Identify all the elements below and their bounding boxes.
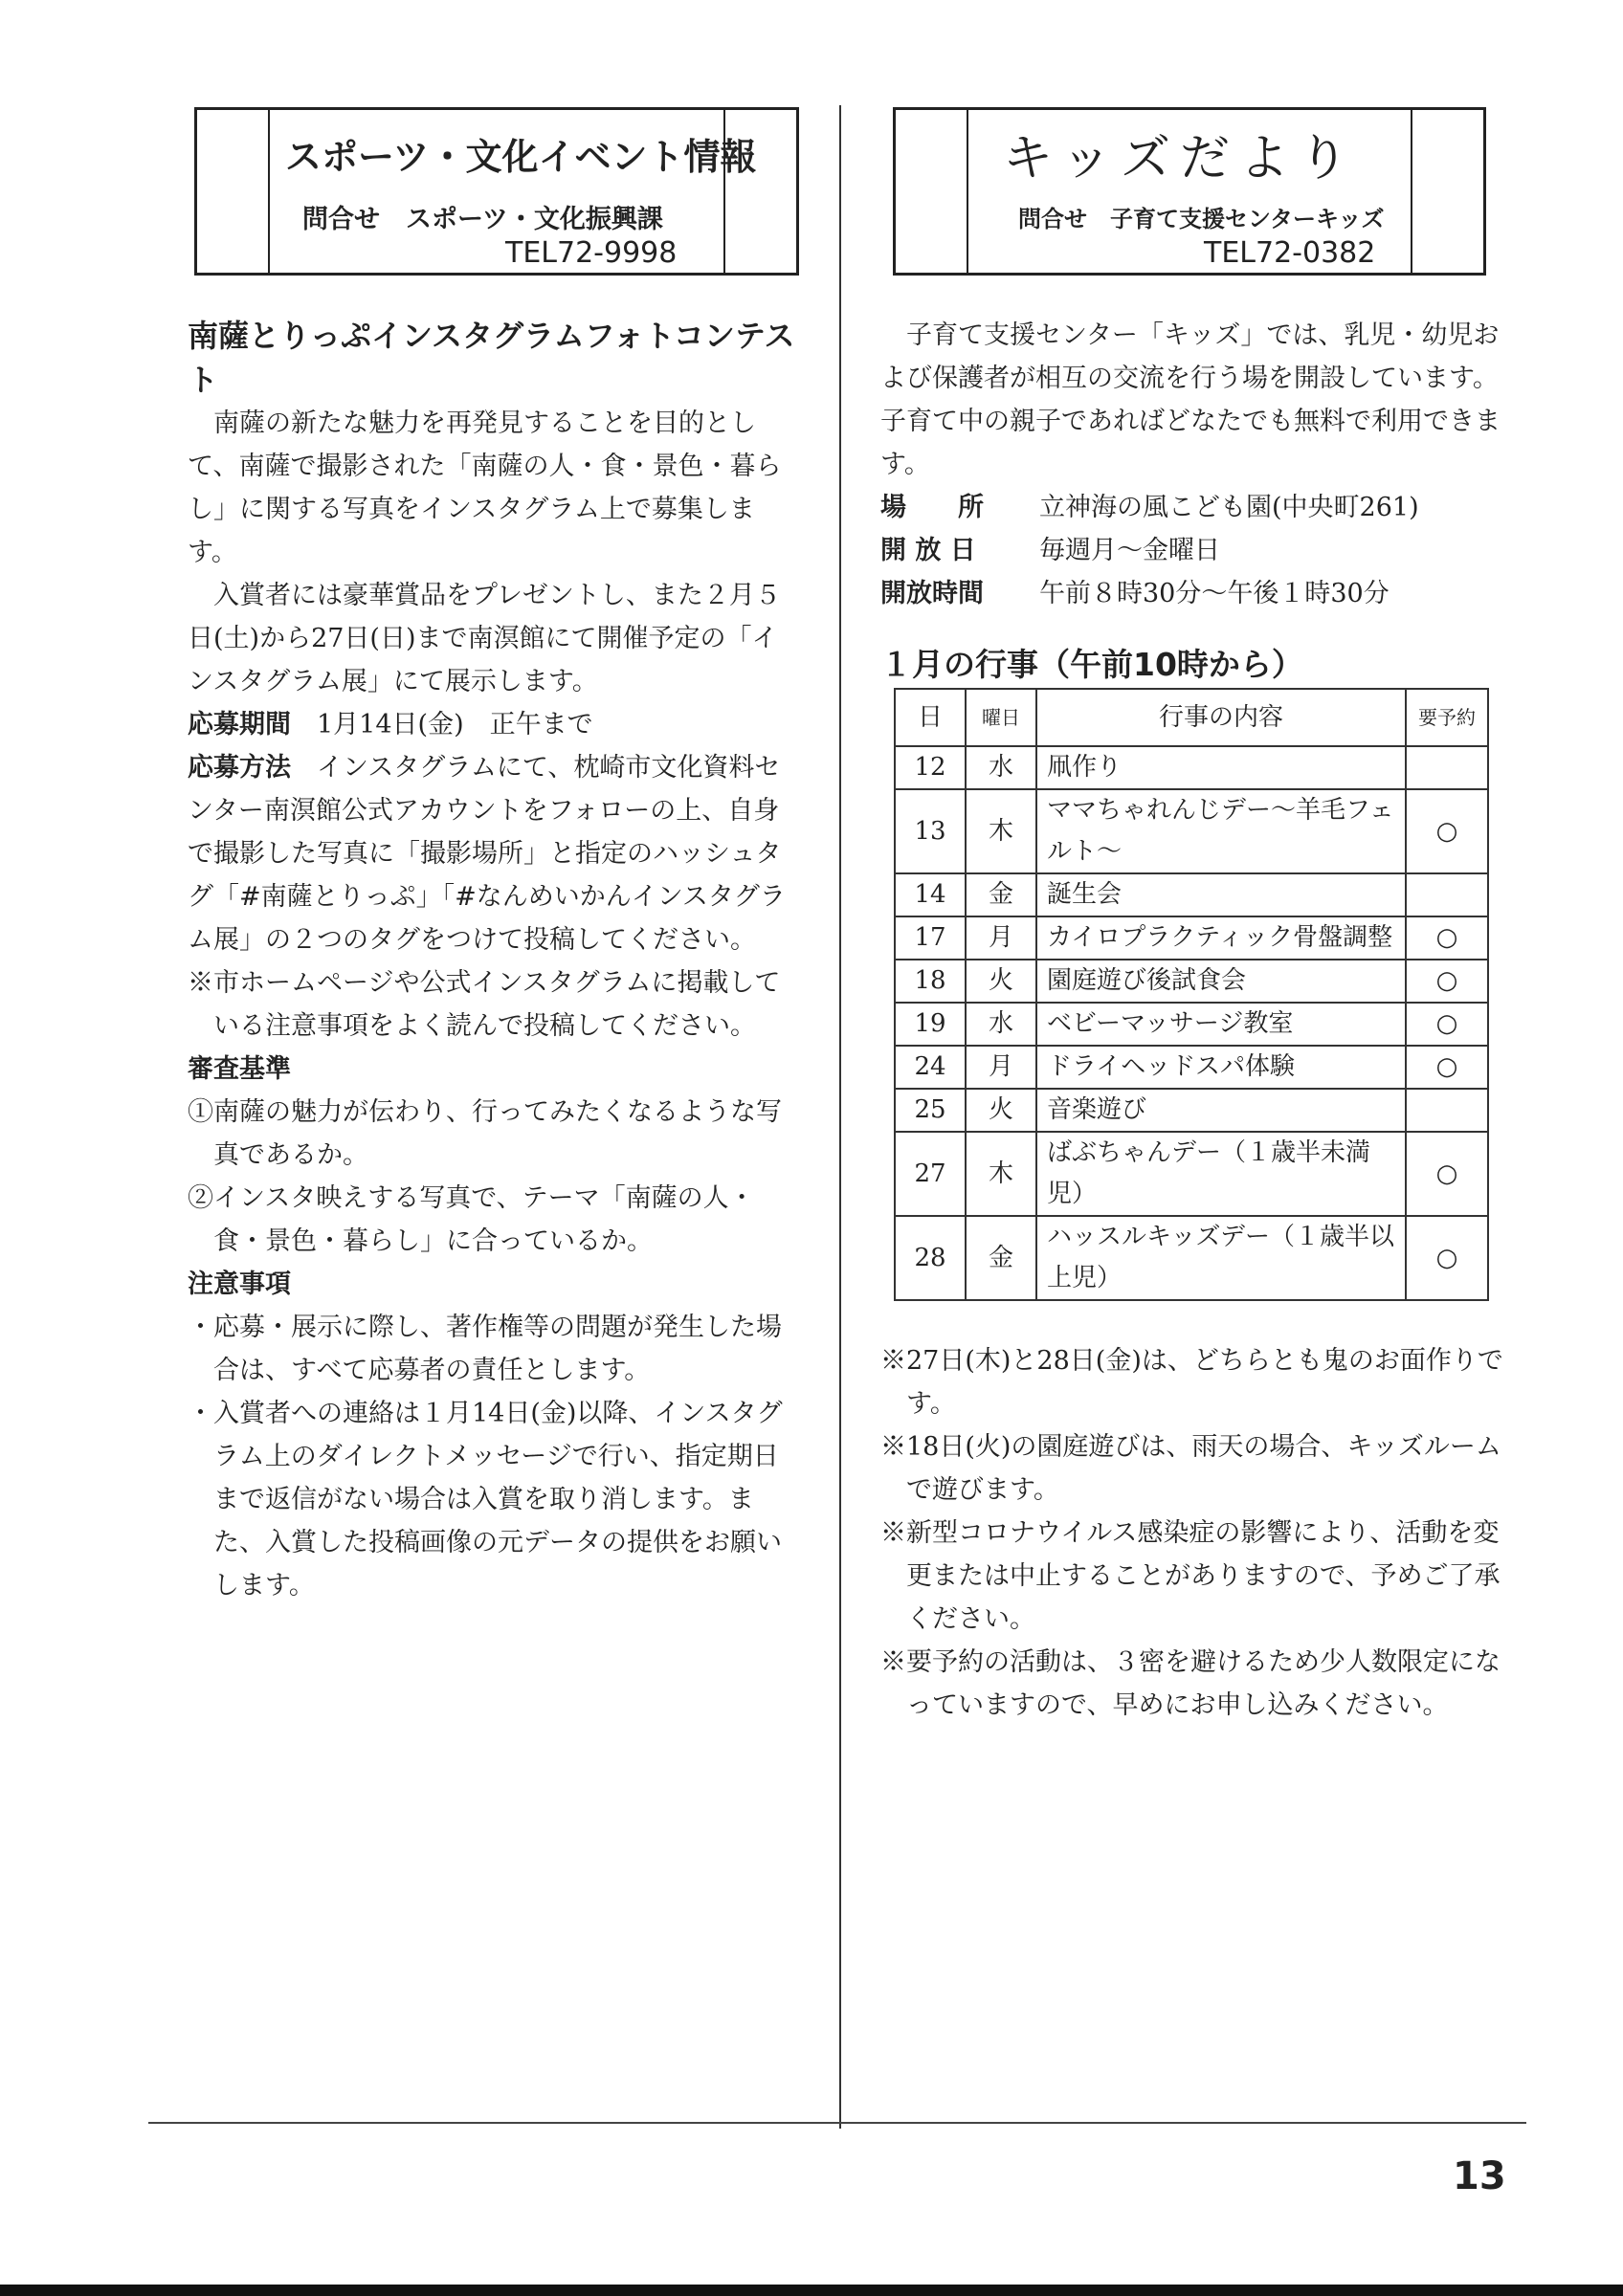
table-row (895, 916, 1488, 960)
calendar-title: １月の行事（午前10時から） (880, 646, 1303, 683)
calendar-note: ※18日(火)の園庭遊びは、雨天の場合、キッズルームで遊びます。 (880, 1432, 1501, 1505)
method-label: 応募方法 (188, 753, 291, 783)
table-row (895, 1089, 1488, 1132)
days-label: 開 放 日 (880, 536, 976, 565)
place-value: 立神海の風こども園(中央町261) (1039, 493, 1419, 522)
criteria-item: ①南薩の魅力が伝わり、行ってみたくなるような写真であるか。 (188, 1097, 782, 1170)
criteria-label: 審査基準 (188, 1054, 291, 1084)
table-row (895, 1132, 1488, 1216)
event-content: ベビーマッサージ教室 (1036, 1003, 1406, 1046)
event-content: 誕生会 (1036, 873, 1406, 916)
event-day: 27 (895, 1132, 966, 1216)
event-content: ママちゃれんじデー～羊毛フェルト～ (1036, 789, 1406, 873)
hours-label: 開放時間 (880, 579, 984, 608)
event-reserve: ○ (1406, 916, 1488, 960)
right-header-contact: 問合せ 子育て支援センターキッズ (1018, 206, 1385, 232)
header-day: 日 (895, 689, 966, 746)
left-header-contact: 問合せ スポーツ・文化振興課 (302, 205, 663, 234)
event-reserve: ○ (1406, 1216, 1488, 1300)
event-weekday: 木 (966, 789, 1036, 873)
left-header-box (194, 107, 799, 276)
contest-note: ※市ホームページや公式インスタグラムに掲載している注意事項をよく読んで投稿してください。 (188, 968, 781, 1041)
left-header-title: スポーツ・文化イベント情報 (285, 136, 757, 178)
event-day: 18 (895, 960, 966, 1003)
header-left-cell (197, 110, 270, 273)
caution-item: ・入賞者への連絡は１月14日(金)以降、インスタグラム上のダイレクトメッセージで行い、指定期日まで返信がない場合は入賞を取り消します。また、入賞した投稿画像の元データの提供をお願いします。 (188, 1399, 783, 1601)
event-content: ばぶちゃんデー（１歳半未満児） (1036, 1132, 1406, 1216)
event-day: 12 (895, 746, 966, 789)
event-weekday: 金 (966, 873, 1036, 916)
event-reserve: ○ (1406, 1003, 1488, 1046)
table-row (895, 746, 1488, 789)
table-row (895, 873, 1488, 916)
event-reserve: ○ (1406, 960, 1488, 1003)
event-weekday: 水 (966, 746, 1036, 789)
hours-value: 午前８時30分～午後１時30分 (1039, 579, 1390, 608)
event-weekday: 火 (966, 960, 1036, 1003)
method-line (188, 746, 800, 961)
caution-label: 注意事項 (188, 1269, 291, 1299)
table-header-row (895, 689, 1488, 746)
calendar-note: ※新型コロナウイルス感染症の影響により、活動を変更または中止することがありますので、予めご了承ください。 (880, 1518, 1501, 1634)
event-day: 17 (895, 916, 966, 960)
contest-heading: 南薩とりっぷインスタグラムフォトコンテスト (188, 318, 795, 398)
place-row (880, 486, 1512, 529)
right-header-tel: TEL72-0382 (1204, 236, 1376, 270)
method-value: インスタグラムにて、枕崎市文化資料センター南溟館公式アカウントをフォローの上、自身で撮影した写真に「撮影場所」と指定のハッシュタグ「#南薩とりっぷ」「#なんめいかんインスタグラム展」の２つのタグをつけて投稿してください。 (188, 753, 786, 955)
event-day: 25 (895, 1089, 966, 1132)
header-weekday: 曜日 (966, 689, 1036, 746)
period-label: 応募期間 (188, 710, 291, 740)
event-weekday: 金 (966, 1216, 1036, 1300)
event-reserve: ○ (1406, 1132, 1488, 1216)
header-content: 行事の内容 (1036, 689, 1406, 746)
event-day: 24 (895, 1046, 966, 1089)
table-row (895, 1046, 1488, 1089)
event-content: ドライヘッドスパ体験 (1036, 1046, 1406, 1089)
event-reserve (1406, 746, 1488, 789)
event-content: 音楽遊び (1036, 1089, 1406, 1132)
left-column (188, 314, 800, 1607)
event-reserve: ○ (1406, 1046, 1488, 1089)
event-day: 14 (895, 873, 966, 916)
header-left-cell (896, 110, 968, 273)
right-header-box (893, 107, 1486, 276)
table-row (895, 960, 1488, 1003)
left-header-tel: TEL72-9998 (505, 236, 678, 270)
table-row (895, 789, 1488, 873)
criteria-item: ②インスタ映えする写真で、テーマ「南薩の人・食・景色・暮らし」に合っているか。 (188, 1183, 755, 1256)
event-day: 19 (895, 1003, 966, 1046)
kids-intro: 子育て支援センター「キッズ」では、乳児・幼児および保護者が相互の交流を行う場を開設しています。子育て中の親子であればどなたでも無料で利用できます。 (880, 320, 1501, 479)
event-weekday: 火 (966, 1089, 1036, 1132)
contest-paragraph-1: 南薩の新たな魅力を再発見することを目的として、南薩で撮影された「南薩の人・食・景色・暮らし」に関する写真をインスタグラム上で募集します。 (188, 408, 782, 567)
days-row (880, 529, 1512, 572)
contest-paragraph-2: 入賞者には豪華賞品をプレゼントし、また２月５日(土)から27日(日)まで南溟館にて開催予定の「インスタグラム展」にて展示します。 (188, 581, 781, 696)
event-content: カイロプラクティック骨盤調整 (1036, 916, 1406, 960)
footer-rule (148, 2122, 1526, 2124)
place-label: 場 所 (880, 493, 984, 522)
event-weekday: 水 (966, 1003, 1036, 1046)
caution-item: ・応募・展示に際し、著作権等の問題が発生した場合は、すべて応募者の責任とします。 (188, 1313, 782, 1385)
event-rows (895, 746, 1488, 1300)
right-column (880, 314, 1512, 1727)
event-content: 凧作り (1036, 746, 1406, 789)
event-table (894, 688, 1489, 1301)
header-right-cell (1411, 110, 1483, 273)
event-day: 28 (895, 1216, 966, 1300)
event-reserve: ○ (1406, 789, 1488, 873)
table-row (895, 1003, 1488, 1046)
scan-edge-bar (0, 2285, 1623, 2296)
event-content: ハッスルキッズデー（１歳半以上児） (1036, 1216, 1406, 1300)
period-value: 1月14日(金) 正午まで (317, 710, 593, 740)
right-header-title: キッズだより (1003, 130, 1358, 188)
event-weekday: 月 (966, 1046, 1036, 1089)
days-value: 毎週月～金曜日 (1039, 536, 1220, 565)
period-line (188, 703, 800, 746)
table-row (895, 1216, 1488, 1300)
event-reserve (1406, 873, 1488, 916)
column-divider (839, 105, 841, 2129)
event-reserve (1406, 1089, 1488, 1132)
event-content: 園庭遊び後試食会 (1036, 960, 1406, 1003)
calendar-note: ※要予約の活動は、３密を避けるため少人数限定になっていますので、早めにお申し込みください。 (880, 1647, 1501, 1720)
header-reserve: 要予約 (1406, 689, 1488, 746)
event-day: 13 (895, 789, 966, 873)
calendar-notes (880, 1339, 1512, 1727)
event-weekday: 月 (966, 916, 1036, 960)
calendar-note: ※27日(木)と28日(金)は、どちらとも鬼のお面作りです。 (880, 1346, 1503, 1419)
event-weekday: 木 (966, 1132, 1036, 1216)
page-number: 13 (1453, 2154, 1506, 2198)
hours-row (880, 572, 1512, 615)
